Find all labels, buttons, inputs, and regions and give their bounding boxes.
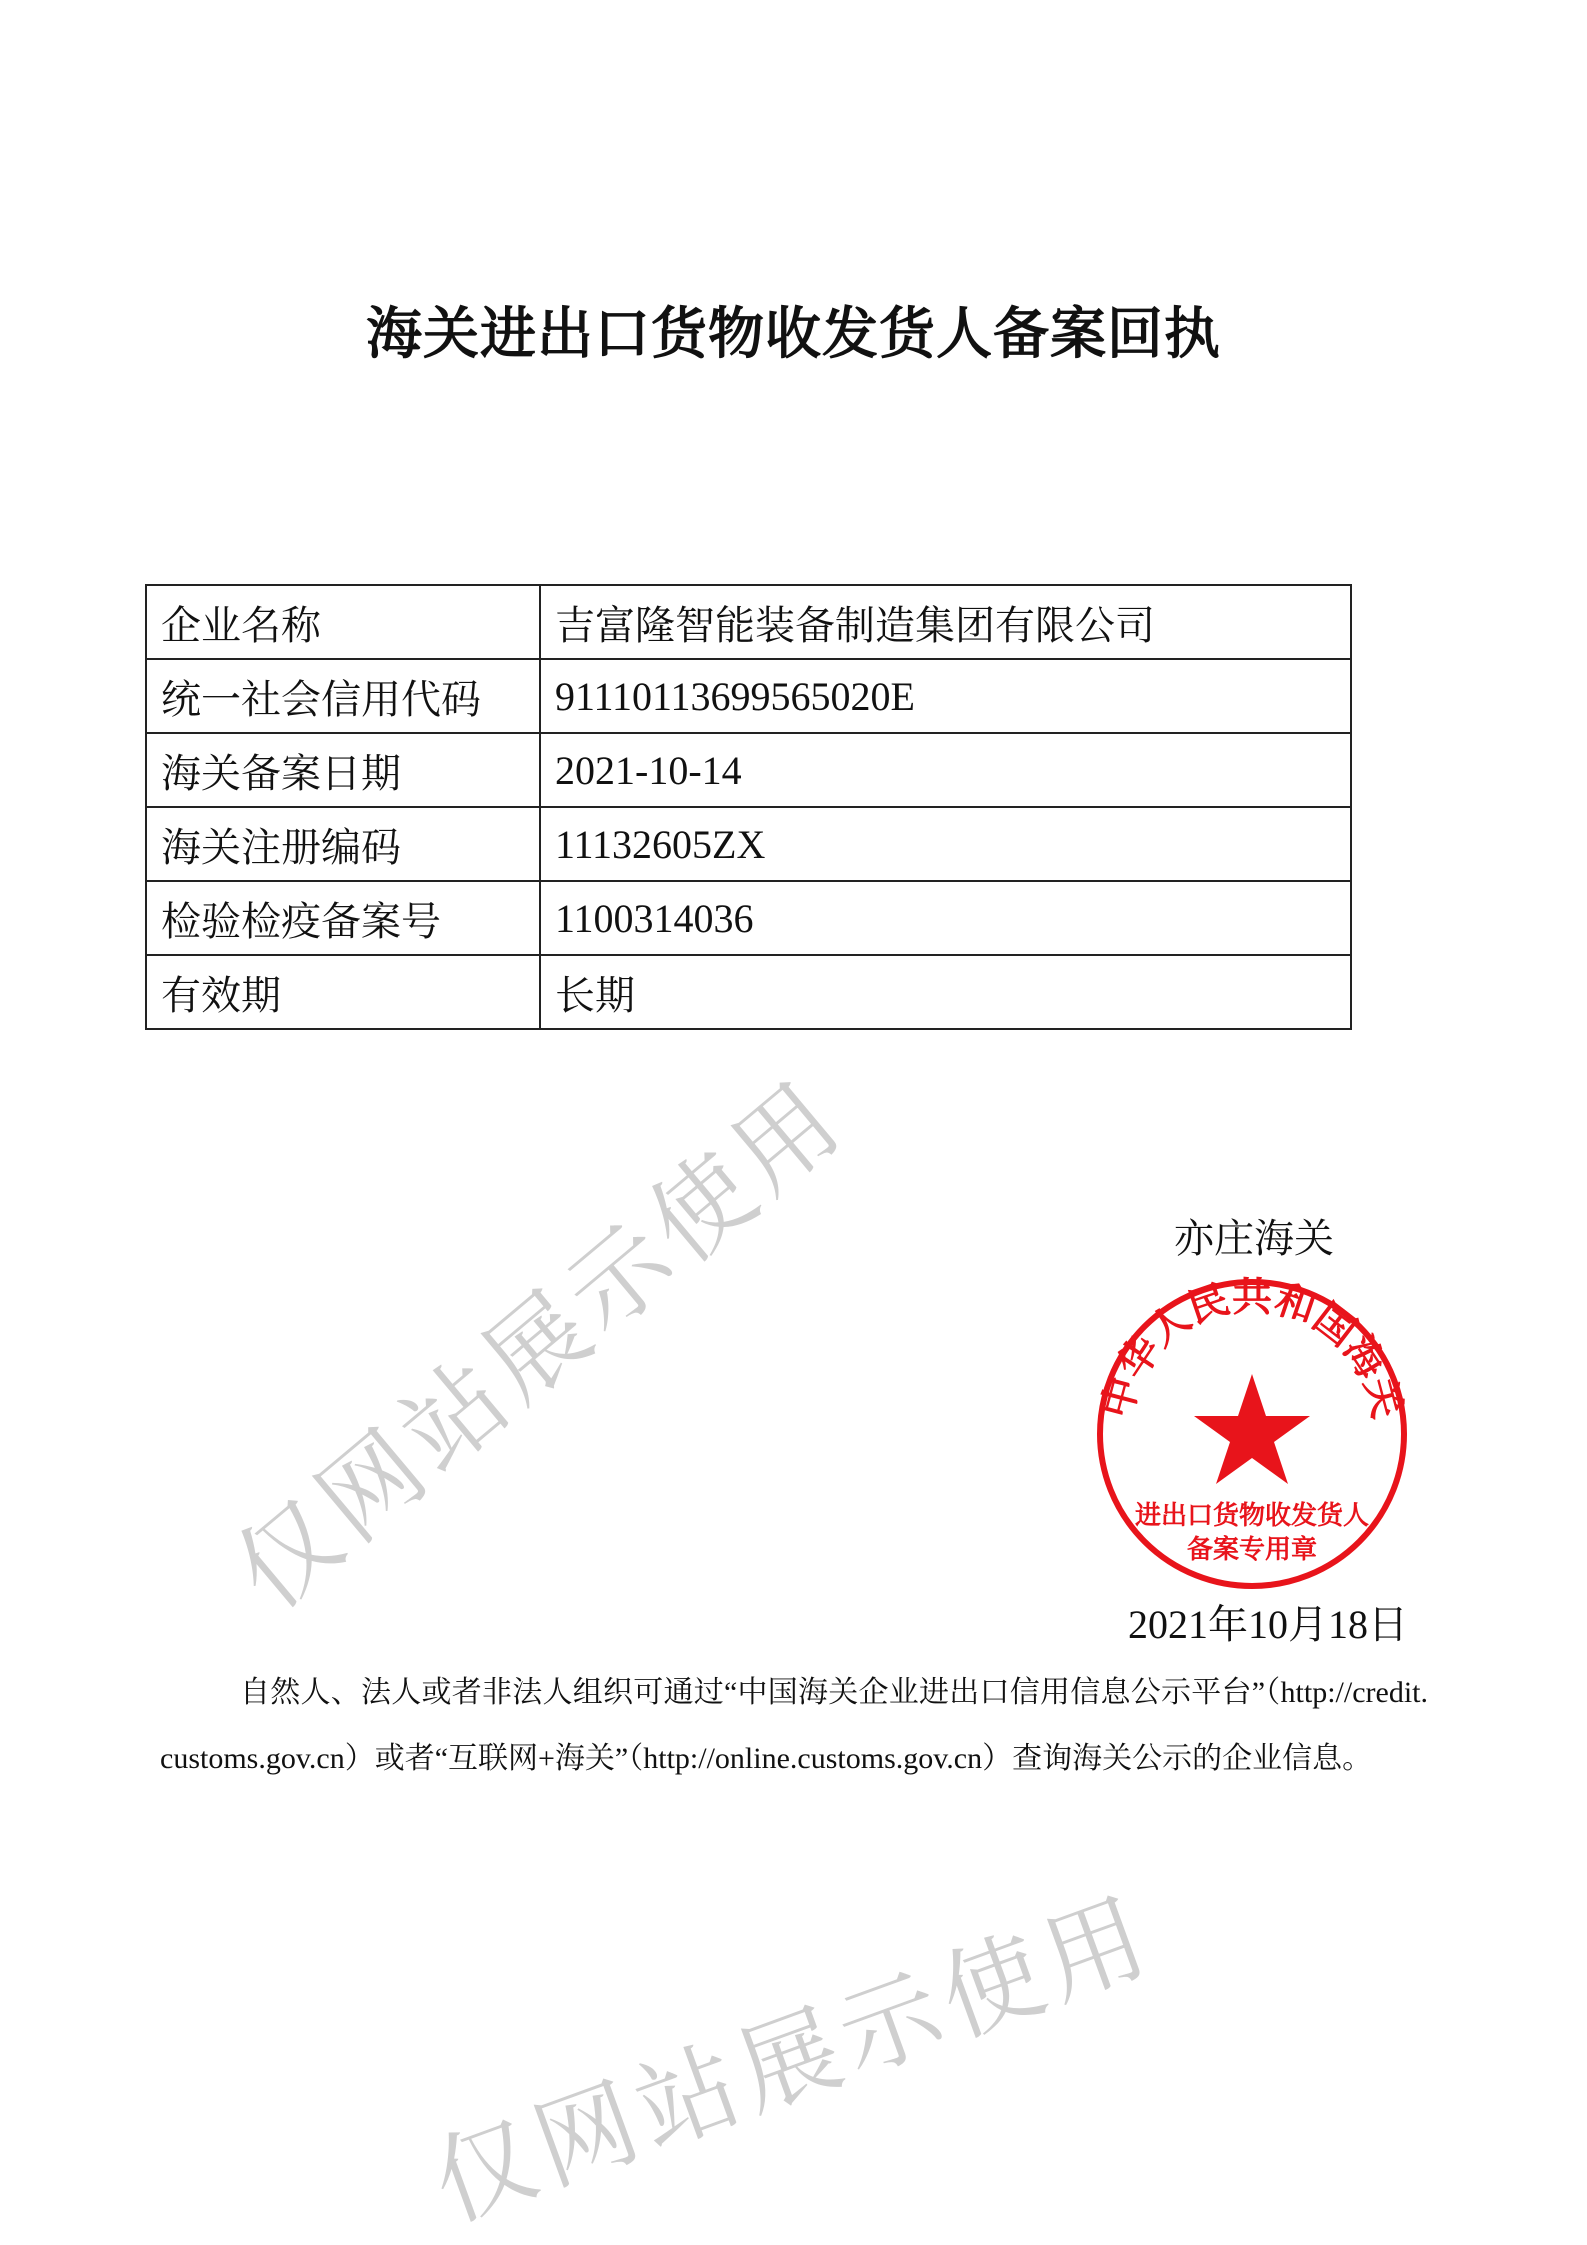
table-row bbox=[146, 585, 1351, 659]
row-value: 1100314036 bbox=[540, 881, 1351, 955]
row-value: 91110113699565020E bbox=[540, 659, 1351, 733]
row-label: 海关备案日期 bbox=[146, 733, 540, 807]
row-value: 2021-10-14 bbox=[540, 733, 1351, 807]
row-label: 海关注册编码 bbox=[146, 807, 540, 881]
issue-date: 2021年10月18日 bbox=[1128, 1602, 1408, 1647]
footer-text: 自然人、法人或者非法人组织可通过“中国海关企业进出口信用信息公示平台”（http://credit.customs.gov.cn）或者“互联网+海关”（http://online.customs.gov.cn）查询海关公示的企业信息。 bbox=[160, 1676, 1428, 1775]
watermark: 仅网站展示使用 bbox=[212, 1056, 868, 1633]
row-value: 长期 bbox=[540, 955, 1351, 1029]
row-label: 检验检疫备案号 bbox=[146, 881, 540, 955]
table-row bbox=[146, 807, 1351, 881]
registration-info-table bbox=[145, 584, 1352, 1030]
footer-note bbox=[160, 1660, 1428, 1792]
table-row bbox=[146, 955, 1351, 1029]
seal-ring-text: 中华人民共和国海关 bbox=[1094, 1274, 1410, 1423]
star-icon bbox=[1194, 1374, 1310, 1484]
row-label: 统一社会信用代码 bbox=[146, 659, 540, 733]
official-seal-stamp bbox=[1092, 1274, 1412, 1594]
row-label: 企业名称 bbox=[146, 585, 540, 659]
table-row bbox=[146, 881, 1351, 955]
watermark: 仅网站展示使用 bbox=[417, 1875, 1169, 2244]
row-value: 吉富隆智能装备制造集团有限公司 bbox=[540, 585, 1351, 659]
table-row bbox=[146, 659, 1351, 733]
seal-inner-text-2: 备案专用章 bbox=[1186, 1535, 1318, 1565]
seal-inner-text-1: 进出口货物收发货人 bbox=[1134, 1501, 1370, 1531]
row-value: 11132605ZX bbox=[540, 807, 1351, 881]
row-label: 有效期 bbox=[146, 955, 540, 1029]
issuing-office: 亦庄海关 bbox=[1174, 1216, 1334, 1261]
table-row bbox=[146, 733, 1351, 807]
document-title: 海关进出口货物收发货人备案回执 bbox=[366, 302, 1221, 367]
